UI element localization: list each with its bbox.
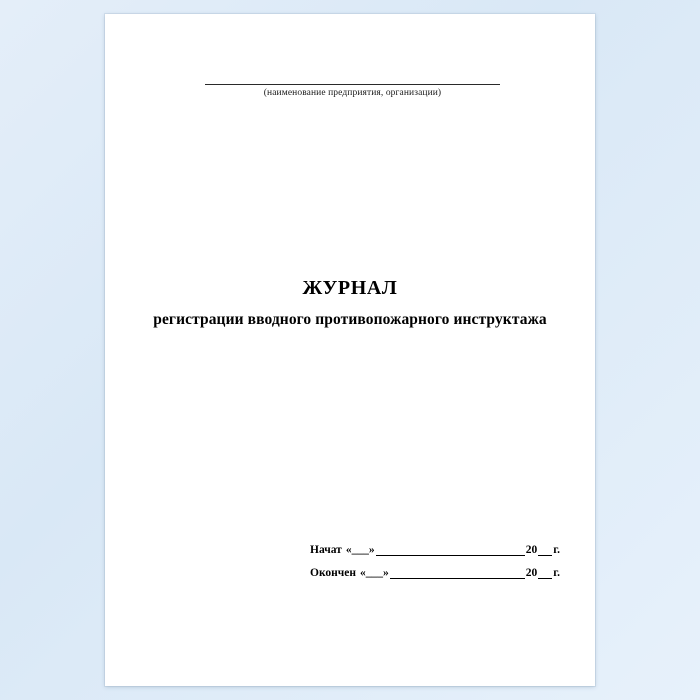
document-title-block (150, 276, 550, 331)
start-date-month-rule (376, 544, 525, 556)
start-date-year-suffix: г. (553, 544, 560, 556)
start-date-label: Начат (310, 544, 342, 556)
start-date-day-placeholder: «___» (345, 544, 375, 556)
end-date-label: Окончен (310, 567, 357, 579)
end-date-day-placeholder: «___» (360, 567, 389, 579)
dates-block (310, 544, 560, 590)
organization-name-caption: (наименование предприятия, организации) (263, 88, 442, 98)
end-date-row (310, 567, 560, 579)
end-date-year-suffix: г. (553, 567, 560, 579)
organization-name-rule (205, 84, 500, 85)
start-date-year-prefix: 20 (525, 544, 538, 556)
end-date-year-prefix: 20 (525, 567, 538, 579)
document-title-subtitle: регистрации вводного противопожарного инструктажа (153, 311, 547, 328)
end-date-year-rule (538, 567, 552, 579)
end-date-month-rule (390, 567, 525, 579)
organization-name-block (205, 84, 500, 98)
document-title-main: ЖУРНАЛ (302, 277, 398, 299)
document-page (105, 14, 595, 686)
start-date-year-rule (538, 544, 552, 556)
start-date-row (310, 544, 560, 556)
